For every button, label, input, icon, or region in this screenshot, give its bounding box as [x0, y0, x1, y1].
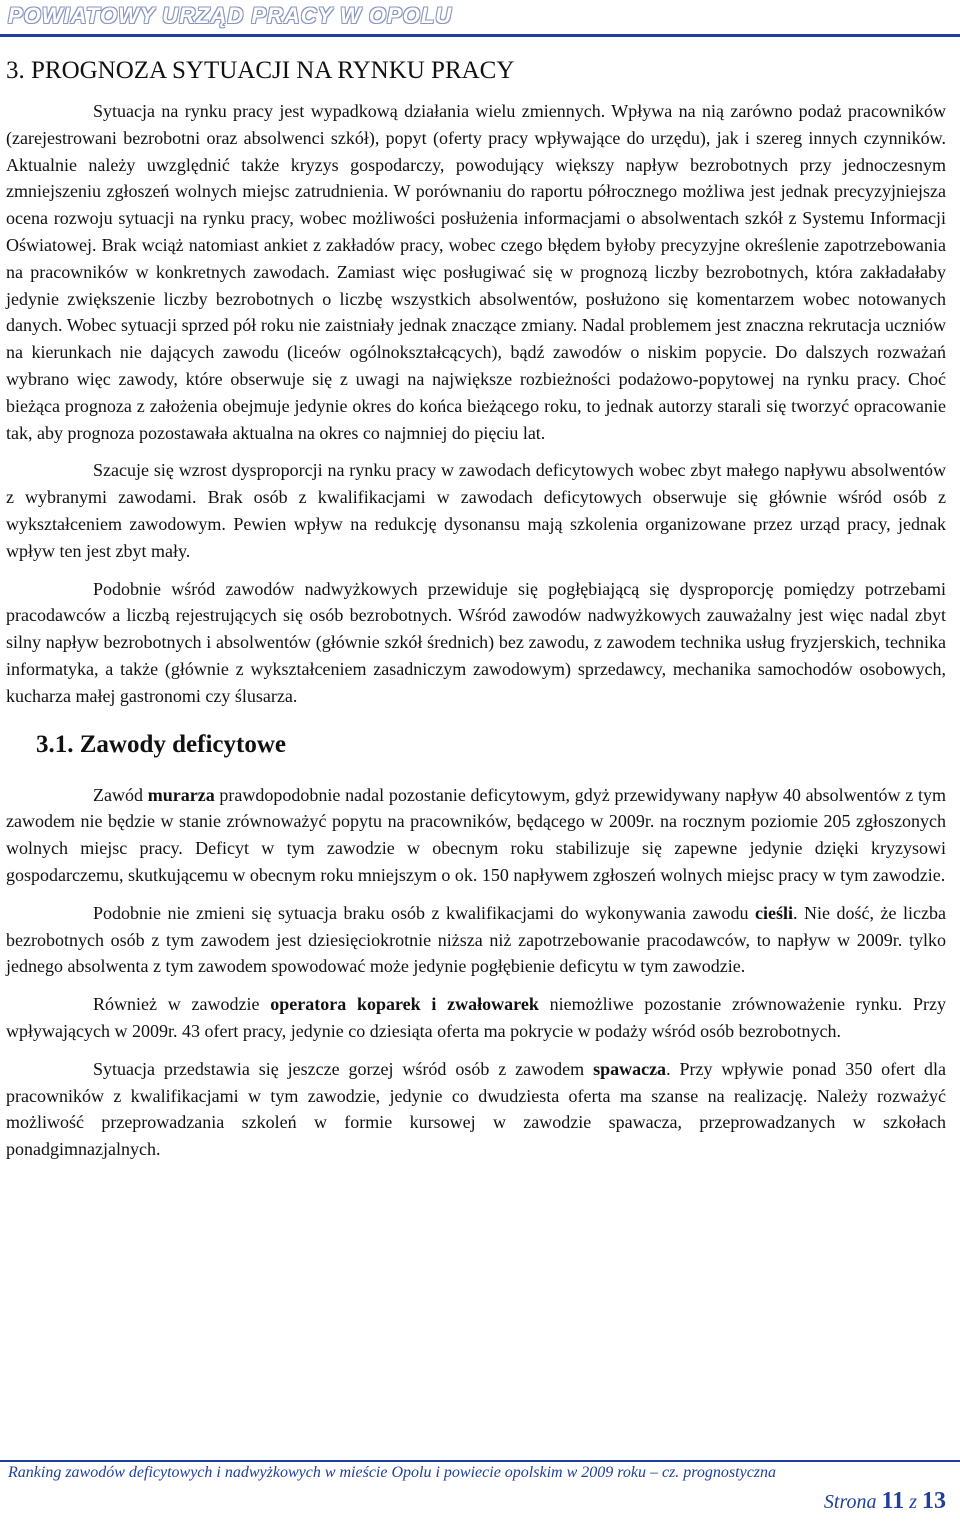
paragraph-operator	[6, 991, 946, 1045]
text-run: Zawód	[93, 784, 148, 805]
page-number	[824, 1488, 946, 1515]
subsection-heading: 3.1. Zawody deficytowe	[36, 730, 286, 758]
text-run: Również w zawodzie	[93, 994, 271, 1015]
section-heading: 3. PROGNOZA SYTUACJI NA RYNKU PRACY	[6, 57, 515, 84]
paragraph-murarz	[6, 782, 946, 889]
paragraph-surplus-disproportion: Podobnie wśród zawodów nadwyżkowych przewiduje się pogłębiającą się dysproporcję pomiędzy potrzebami pracodawców a liczbą rejestrujących się osób bezrobotnych. Wśród zawodów nadwyżkowych zauważalny jest więc nadal zbyt silny napływ bezrobotnych i absolwentów (głównie szkół średnich) bez zawodu, z zawodem technika usług fryzjerskich, technika informatyka, a także (głównie z wykształceniem zasadniczym zawodowym) sprzedawcy, mechanika samochodów osobowych, kucharza małej gastronomi czy ślusarza.	[6, 578, 946, 706]
profession-name: cieśli	[755, 902, 793, 923]
text-run: niemożliwe pozostanie zrównoważenie rynku. Przy wpływających w 2009r. 43 ofert pracy, jedynie co dziesiąta oferta ma pokrycie w podaży wśród osób bezrobotnych.	[6, 994, 947, 1041]
paragraph-intro: Sytuacja na rynku pracy jest wypadkową działania wielu zmiennych. Wpływa na nią zarówno podaż pracowników (zarejestrowani bezrobotni oraz absolwenci szkół), popyt (oferty pracy wpływające do urzędu), jak i szereg innych czynników. Aktualnie należy uwzględnić także kryzys gospodarczy, powodujący większy napływ bezrobotnych przy jednoczesnym zmniejszeniu zgłoszeń wolnych miejsc zatrudnienia. W porównaniu do raportu półrocznego możliwa jest jednak precyzyjniejsza ocena rozwoju sytuacji na rynku pracy, wobec możliwości posłużenia informacjami o absolwentach szkół z Systemu Informacji Oświatowej. Brak wciąż natomiast ankiet z zakładów pracy, wobec czego błędem byłoby precyzyjne określenie zapotrzebowania na pracowników w konkretnych zawodach. Zamiast więc posługiwać się w prognozą liczby bezrobotnych, która zakładałaby jedynie zwiększenie liczby bezrobotnych o liczbę wszystkich absolwentów, posłużono się komentarzem wobec notowanych danych. Wobec sytuacji sprzed pół roku nie zaistniały jednak znaczące zmiany. Nadal problemem jest znaczna rekrutacja uczniów na kierunkach nie dających zawodu (liceów ogólnokształcących), bądź zawodów o niskim popycie. Do dalszych rozważań wybrano więc zawody, które obserwuje się z uwagi na największe rozbieżności podażowo-popytowej na rynku pracy. Choć bieżąca prognoza z założenia obejmuje jedynie okres do końca bieżącego roku, to jednak autorzy starali się tworzyć opracowanie tak, aby prognoza pozostawała aktualna na okres co najmniej do pięciu lat.	[6, 101, 946, 443]
profession-name: operatora koparek i zwałowarek	[270, 994, 539, 1015]
header-divider	[0, 34, 960, 37]
office-header-logo: POWIATOWY URZĄD PRACY W OPOLU	[8, 3, 453, 28]
document-body	[6, 56, 946, 1174]
text-run: . Nie dość, że liczba bezrobotnych osób z tym zawodem jest dziesięciokrotnie niższa niż zapotrzebowanie pracodawców, to napływ w 2009r. tylko jednego absolwenta z tym zawodem spowodować może jedynie pogłębienie deficytu w tym zawodzie.	[6, 902, 946, 977]
paragraph-ciesla	[6, 900, 946, 980]
text-run: Podobnie nie zmieni się sytuacja braku osób z kwalifikacjami do wykonywania zawodu	[93, 902, 755, 923]
text-run: prawdopodobnie nadal pozostanie deficytowym, gdyż przewidywany napływ 40 absolwentów z tym zawodem nie będzie w stanie zrównoważyć popytu na pracowników, będącego w 2009r. na rocznym poziomie 205 zgłoszonych wolnych miejsc pracy. Deficyt w tym zawodzie w obecnym roku stabilizuje się zapewne jedynie dzięki kryzysowi gospodarczemu, skutkującemu w obecnym roku mniejszym o ok. 150 napływem zgłoszeń wolnych miejsc pracy w tym zawodzie.	[6, 784, 946, 885]
page-prefix: Strona	[823, 1491, 882, 1513]
page-separator: z	[904, 1491, 922, 1513]
footer-document-title: Ranking zawodów deficytowych i nadwyżkowych w mieście Opolu i powiecie opolskim w 2009 roku – cz. prognostyczna	[8, 1464, 777, 1481]
text-run: Sytuacja przedstawia się jeszcze gorzej wśród osób z zawodem	[93, 1058, 594, 1079]
page-total: 13	[922, 1488, 946, 1514]
page-current: 11	[881, 1488, 905, 1514]
text-run: . Przy wpływie ponad 350 ofert dla pracowników z kwalifikacjami w tym zawodzie, jedynie co dwudziesta oferta ma szanse na realizację. Należy rozważyć możliwość przeprowadzania szkoleń w formie kursowej w zawodzie spawacza, przeprowadzanych w szkołach ponadgimnazjalnych.	[6, 1058, 946, 1160]
profession-name: spawacza	[593, 1058, 667, 1079]
profession-name: murarza	[147, 784, 215, 805]
paragraph-deficit-disproportion: Szacuje się wzrost dysproporcji na rynku pracy w zawodach deficytowych wobec zbyt małego napływu absolwentów z wybranymi zawodami. Brak osób z kwalifikacjami w zawodach deficytowych obserwuje się głównie wśród osób z wykształceniem zawodowym. Pewien wpływ na redukcję dysonansu mają szkolenia organizowane przez urząd pracy, jednak wpływ ten jest zbyt mały.	[6, 460, 946, 561]
paragraph-spawacz	[6, 1056, 946, 1163]
footer-divider	[0, 1460, 960, 1462]
